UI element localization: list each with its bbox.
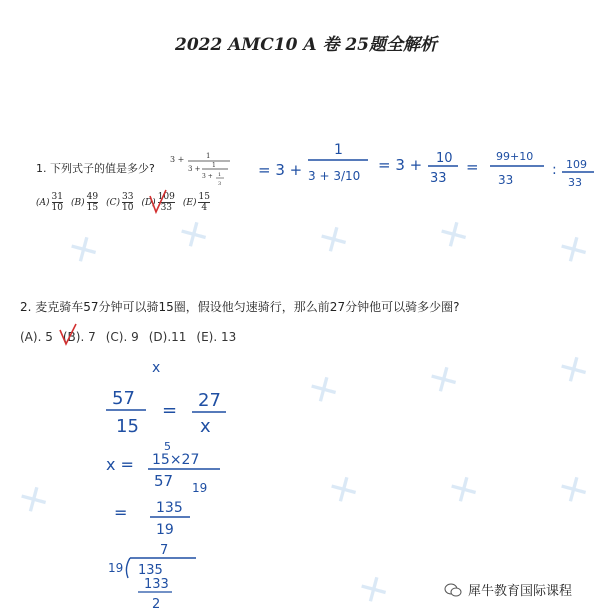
expr-inner: 3 +	[202, 173, 213, 180]
watermark: ✕	[62, 225, 109, 275]
eq-sign: =	[114, 503, 128, 522]
choice-label: (A)	[36, 198, 50, 208]
q2-work-var: x	[152, 360, 161, 376]
q1-work-eq2: = 3 +	[378, 156, 423, 174]
brand-footer	[444, 580, 572, 599]
check-mark-icon	[60, 324, 76, 344]
fraction-numerator: 33	[122, 192, 134, 202]
watermark: ✕	[302, 365, 349, 415]
fraction-denominator: 10	[122, 203, 134, 213]
q2-work-res-num: 135	[156, 500, 183, 516]
q2-choice[interactable]: (A). 5	[20, 330, 53, 344]
watermark: ✕	[322, 465, 369, 515]
q1-work-eq1: = 3 +	[258, 161, 303, 179]
q2-work-step-small: 5	[164, 440, 171, 453]
q2-work-div-quot: 7	[160, 543, 169, 558]
watermark: ✕	[12, 475, 59, 525]
q1-work-frac2-den: 33	[430, 171, 447, 186]
choice-label: (D)	[141, 198, 156, 208]
expr-num: 1	[206, 152, 211, 160]
choice-label: (E)	[182, 198, 197, 208]
q2-prompt: 2. 麦克骑车57分钟可以骑15圈，假设他匀速骑行，那么前27分钟他可以骑多少圈?	[20, 300, 460, 314]
watermark: ✕	[312, 215, 359, 265]
q2-work-q-num: 27	[198, 390, 221, 411]
q2-choice[interactable]: (D).11	[148, 330, 187, 344]
fraction-denominator: 33	[160, 203, 173, 213]
expr-num3: 1	[218, 172, 222, 178]
watermark: ✕	[352, 565, 399, 615]
expr-lead: 3 +	[170, 155, 185, 164]
page-title: 2022 AMC10 A 卷 25题全解析	[174, 35, 438, 55]
q2-work-step-num: 15×27	[152, 452, 200, 468]
watermark: ✕	[552, 345, 599, 395]
q2-work-res-den: 19	[156, 522, 174, 538]
q1-work-frac3-num: 99+10	[496, 150, 534, 163]
fraction-numerator: 31	[51, 192, 63, 202]
eq-sign: =	[466, 158, 479, 176]
watermark: ✕	[422, 355, 469, 405]
expr-den3: 3	[218, 181, 222, 187]
q2-choice[interactable]: (E). 13	[196, 330, 237, 344]
fraction-numerator: 15	[198, 192, 210, 202]
q2-choice[interactable]: (C). 9	[105, 330, 139, 344]
q1-work-frac2-num: 10	[436, 151, 453, 166]
brand-name: 犀牛教育国际课程	[468, 584, 573, 599]
choice-label: (B)	[70, 198, 85, 208]
q1-work-frac3-den: 33	[498, 173, 514, 187]
q2-work-div-sub: 133	[144, 577, 169, 592]
eq-sign: =	[162, 400, 178, 421]
q2-work-q-den: x	[200, 416, 211, 437]
fraction-numerator: 109	[157, 192, 175, 202]
wechat-icon	[444, 583, 462, 597]
fraction-denominator: 10	[51, 203, 63, 213]
expr-num2: 1	[212, 162, 216, 169]
watermark: ✕	[172, 210, 219, 260]
q2-work-step-den: 57	[154, 472, 174, 490]
q2-work-div-rem: 2	[152, 597, 161, 612]
check-mark-icon	[150, 190, 166, 212]
watermark: ✕	[552, 225, 599, 275]
long-division-bracket	[126, 558, 130, 578]
q1-work-frac4-num: 109	[566, 158, 587, 171]
q2-work-x-eq: x =	[106, 455, 134, 474]
q1-work-frac1-den: 3 + 3/10	[308, 169, 361, 183]
q2-work-p-num: 57	[112, 388, 135, 409]
q2-work-p-den: 15	[116, 416, 139, 437]
watermark: ✕	[552, 465, 599, 515]
q1-prompt: 1. 下列式子的值是多少?	[36, 162, 155, 175]
fraction-denominator: 4	[201, 203, 208, 213]
fraction-denominator: 15	[86, 203, 99, 213]
q2-work-div-divisor: 19	[108, 561, 124, 575]
q2-choice[interactable]: (B). 7	[62, 330, 96, 344]
watermark: ✕	[442, 465, 489, 515]
eq-sign: :	[552, 162, 557, 178]
q2-work-div-dividend: 135	[138, 563, 163, 578]
q1-work-frac1-num: 1	[334, 142, 343, 158]
expr-mid: 3 +	[188, 165, 201, 173]
q1-work-frac4-den: 33	[568, 176, 582, 189]
choice-label: (C)	[106, 198, 120, 208]
watermark: ✕	[432, 210, 479, 260]
q2-work-step-small2: 19	[192, 481, 208, 495]
fraction-numerator: 49	[86, 192, 99, 202]
